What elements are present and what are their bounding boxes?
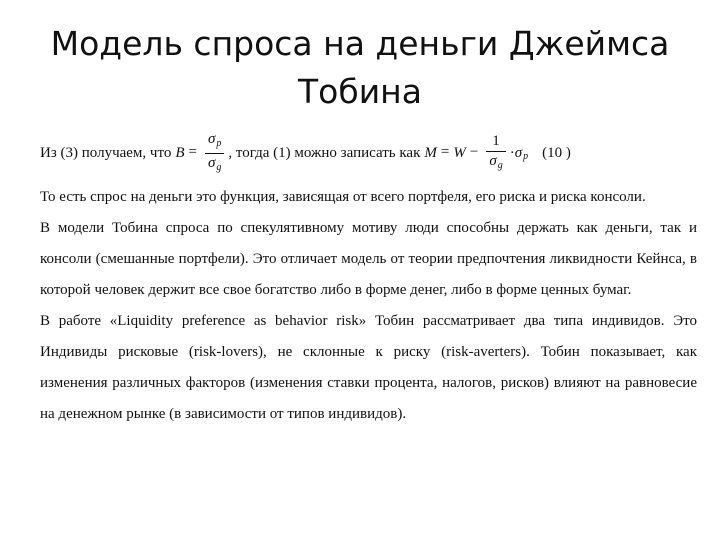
slide-title-line-2: Тобина: [298, 72, 422, 111]
slide-body: [40, 128, 697, 430]
equation-number: (10 ): [542, 144, 571, 161]
subscript-g: g: [497, 159, 503, 171]
minus-sign: −: [469, 144, 479, 161]
paragraph-tobin-model: В модели Тобина спроса по спекулятивному мотиву люди способны держать как деньги, так и консоли (смешанные портфели). Это отличает модель от теории предпочтения ликвидности Кейнса, в которой человек держит все свое богатство либо в форме денег, либо в форме ценных бумаг.: [40, 220, 697, 298]
formula-M-equation: [424, 133, 528, 174]
fraction-numerator: 1: [492, 132, 500, 149]
sigma-symbol: σ: [489, 152, 497, 169]
formula-line: [40, 128, 697, 178]
slide-title: [0, 20, 720, 116]
formula-middle-text: , тогда (1) можно записать как: [228, 144, 421, 161]
paragraph-portfolio-demand: То есть спрос на деньги это функция, зависящая от всего портфеля, его риска и риска консоли.: [40, 189, 646, 205]
paragraph-liquidity-preference: В работе «Liquidity preference as behavior risk» Тобин рассматривает два типа индивидов. Это Индивиды рисковые (risk-lovers), не склонные к риску (risk-averters). Тобин показывает, как изменения различных факторов (изменения ставки процента, налогов, рисков) влияют на равновесие на денежном рынке (в зависимости от типов индивидов).: [40, 313, 697, 422]
subscript-g: g: [216, 161, 222, 173]
sigma-symbol: σ: [207, 154, 216, 171]
variable-M: M: [424, 144, 437, 161]
fraction-denominator: [486, 151, 505, 174]
dot-operator: ·: [509, 144, 515, 161]
equals-sign: =: [188, 144, 197, 161]
formula-prefix: Из (3) получаем, что: [40, 144, 172, 161]
variable-B: B: [175, 144, 185, 161]
equals-sign: =: [440, 144, 450, 161]
subscript-p: p: [523, 151, 529, 163]
sigma-symbol: σ: [207, 130, 216, 147]
slide-title-line-1: Модель спроса на деньги Джеймса: [50, 24, 670, 63]
fraction-one-over-sigma-g: [486, 133, 505, 174]
formula-B-equation: [175, 131, 228, 176]
fraction-denominator: [205, 153, 224, 176]
sigma-symbol: σ: [514, 144, 523, 161]
fraction-numerator: [205, 131, 224, 153]
variable-W: W: [453, 144, 466, 161]
fraction-sigma-p-over-sigma-g: [205, 131, 224, 176]
subscript-p: p: [216, 137, 222, 149]
